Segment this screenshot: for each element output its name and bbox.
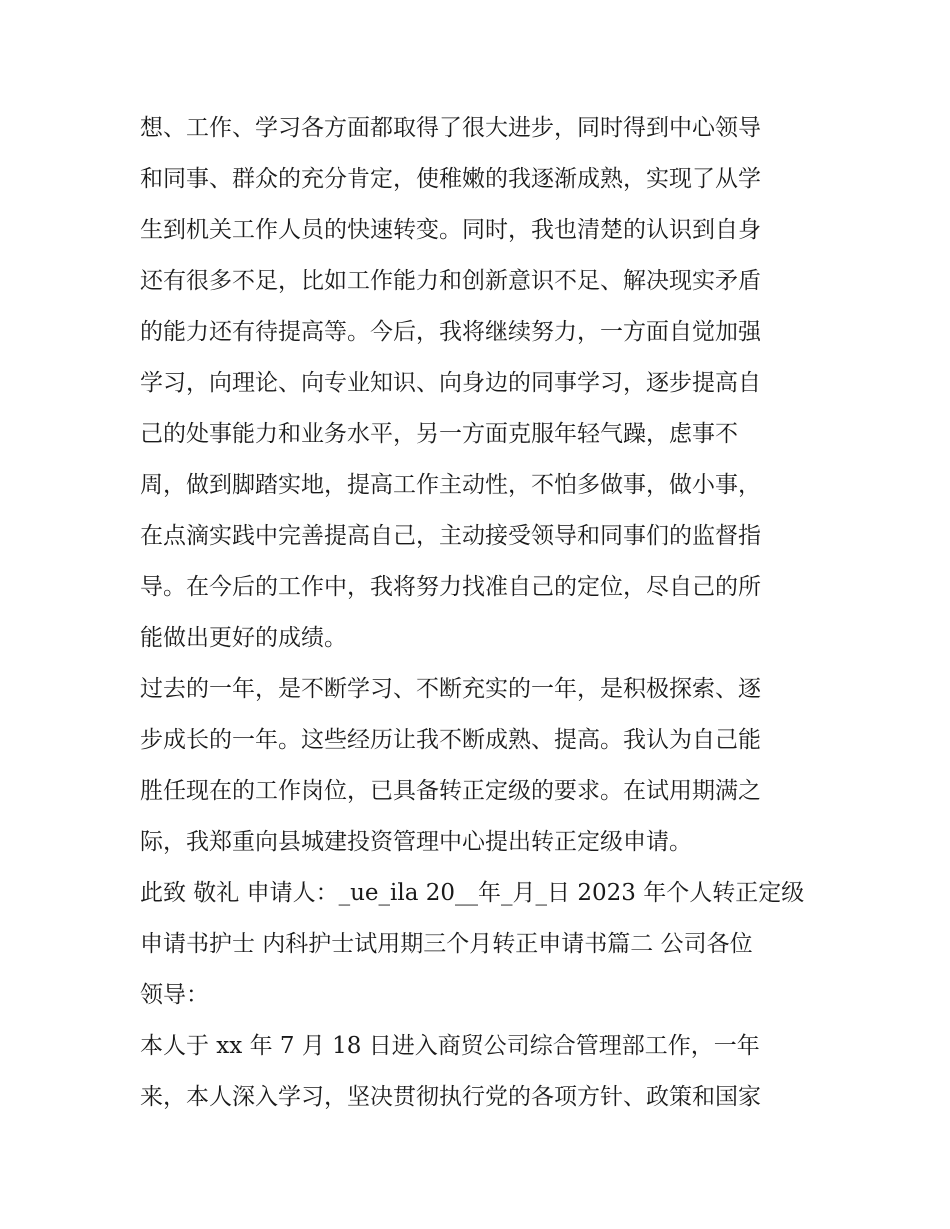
text-line: 周，做到脚踏实地，提高工作主动性，不怕多做事，做小事， xyxy=(140,472,761,498)
text-line: 在点滴实践中完善提高自己，主动接受领导和同事们的监督指 xyxy=(140,523,761,549)
text-line: 己的处事能力和业务水平，另一方面克服年轻气躁，虑事不 xyxy=(140,421,738,447)
text-line: 此致 敬礼 申请人：_ue_ila 20__年_月_日 2023 年个人转正定级 xyxy=(140,880,805,906)
document-body xyxy=(140,103,820,1123)
text-line: 来，本人深入学习，坚决贯彻执行党的各项方针、政策和国家 xyxy=(140,1084,761,1110)
text-line: 申请书护士 内科护士试用期三个月转正申请书篇二 公司各位 xyxy=(140,931,753,957)
paragraph-4 xyxy=(140,1021,820,1123)
text-line: 想、工作、学习各方面都取得了很大进步，同时得到中心领导 xyxy=(140,115,761,141)
text-line: 学习，向理论、向专业知识、向身边的同事学习，逐步提高自 xyxy=(140,370,761,396)
text-line: 胜任现在的工作岗位，已具备转正定级的要求。在试用期满之 xyxy=(140,778,761,804)
text-line: 际，我郑重向县城建投资管理中心提出转正定级申请。 xyxy=(140,829,692,855)
text-line: 领导： xyxy=(140,982,209,1008)
paragraph-3 xyxy=(140,868,820,1021)
text-line: 还有很多不足，比如工作能力和创新意识不足、解决现实矛盾 xyxy=(140,268,761,294)
text-line: 步成长的一年。这些经历让我不断成熟、提高。我认为自己能 xyxy=(140,727,761,753)
text-line: 导。在今后的工作中，我将努力找准自己的定位，尽自己的所 xyxy=(140,574,761,600)
paragraph-1 xyxy=(140,103,820,664)
text-line: 生到机关工作人员的快速转变。同时，我也清楚的认识到自身 xyxy=(140,217,761,243)
text-line: 和同事、群众的充分肯定，使稚嫩的我逐渐成熟，实现了从学 xyxy=(140,166,761,192)
paragraph-2 xyxy=(140,664,820,868)
text-line: 能做出更好的成绩。 xyxy=(140,625,347,651)
text-line: 过去的一年，是不断学习、不断充实的一年，是积极探索、逐 xyxy=(140,676,761,702)
text-line: 的能力还有待提高等。今后，我将继续努力，一方面自觉加强 xyxy=(140,319,761,345)
text-line: 本人于 xx 年 7 月 18 日进入商贸公司综合管理部工作，一年 xyxy=(140,1033,760,1059)
